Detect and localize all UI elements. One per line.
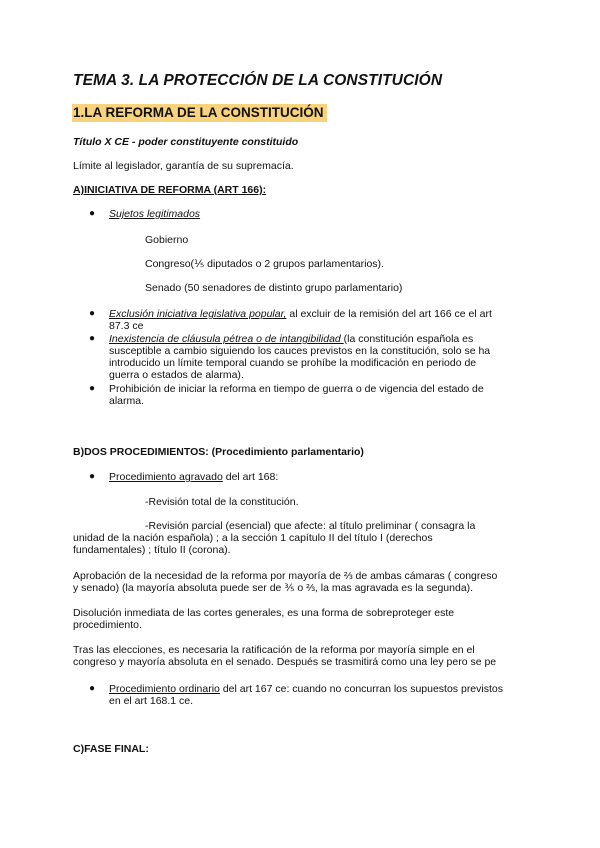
prohibicion-line2: alarma. (109, 395, 145, 407)
bullet-icon: ● (89, 308, 96, 319)
ordinario-lead: Procedimiento ordinario (109, 683, 220, 695)
inexistencia-rest: (la constitución española es (343, 333, 474, 345)
list-item-inexistencia (109, 333, 569, 346)
list-item-exclusion (109, 308, 569, 321)
ordinario-line2: en el art 168.1 ce. (109, 695, 194, 707)
paragraph-elecciones-line1: Tras las elecciones, es necesaria la ratificación de la reforma por mayoría simple en el (73, 644, 475, 656)
list-item-ordinario (109, 683, 569, 696)
sub-item-senado: Senado (50 senadores de distinto grupo parlamentario) (145, 282, 403, 294)
paragraph-elecciones-line2: congreso y mayoría absoluta en el senado. Después se trasmitirá como una ley pero se pe (73, 656, 497, 668)
inexistencia-lead: Inexistencia de cláusula pétrea o de intangibilidad (109, 333, 344, 345)
ordinario-rest: del art 167 ce: cuando no concurran los supuestos previstos (219, 683, 503, 695)
paragraph-disolucion-line1: Disolución inmediata de las cortes generales, es una forma de sobreproteger este (73, 607, 455, 619)
exclusion-lead: Exclusión iniciativa legislativa popular, (109, 308, 287, 320)
revision-parcial-line3: fundamentales) ; título II (corona). (73, 544, 231, 556)
bullet-icon: ● (89, 333, 96, 344)
paragraph-aprobacion-line2: y senado) (la mayoría absoluta puede ser de ⅗ o ⅔, la mas agravada es la segunda). (73, 582, 474, 594)
revision-parcial-line2: unidad de la nación española) ; a la sección 1 capítulo II del título I (derechos (73, 532, 433, 544)
part-b-heading: B)DOS PROCEDIMIENTOS: (Procedimiento parlamentario) (73, 446, 364, 458)
sub-item-gobierno: Gobierno (145, 234, 189, 246)
list-item-prohibicion: Prohibición de iniciar la reforma en tiempo de guerra o de vigencia del estado de (109, 383, 484, 395)
list-item-agravado (109, 471, 278, 484)
bullet-icon: ● (89, 683, 96, 694)
inexistencia-line4: guerra o estados de alarma). (109, 369, 244, 381)
intro-paragraph: Límite al legislador, garantía de su supremacía. (73, 160, 294, 172)
list-item-sujetos: Sujetos legitimados (109, 208, 201, 220)
paragraph-aprobacion-line1: Aprobación de la necesidad de la reforma por mayoría de ⅔ de ambas cámaras ( congreso (73, 570, 498, 582)
agravado-rest: del art 168: (222, 471, 279, 483)
page-title: TEMA 3. LA PROTECCIÓN DE LA CONSTITUCIÓN (73, 72, 443, 89)
bullet-icon: ● (89, 383, 96, 394)
paragraph-disolucion-line2: procedimiento. (73, 619, 142, 631)
revision-parcial-line1: -Revisión parcial (esencial) que afecte: al título preliminar ( consagra la (145, 520, 476, 532)
agravado-lead: Procedimiento agravado (109, 471, 223, 483)
revision-total: -Revisión total de la constitución. (145, 496, 299, 508)
inexistencia-line3: introducido un límite temporal cuando se prohíbe la modificación en periodo de (109, 357, 477, 369)
bullet-icon: ● (89, 208, 96, 219)
section-heading-highlighted: 1.LA REFORMA DE LA CONSTITUCIÓN (72, 104, 327, 122)
part-a-heading: A)INICIATIVA DE REFORMA (ART 166): (73, 184, 267, 196)
bullet-icon: ● (89, 471, 96, 482)
list-item-exclusion-line2: 87.3 ce (109, 320, 144, 332)
sub-item-congreso: Congreso(⅕ diputados o 2 grupos parlamentarios). (145, 258, 384, 270)
part-c-heading: C)FASE FINAL: (73, 743, 149, 755)
inexistencia-line2: susceptible a cambio siguiendo los cauces previstos en la constitución, solo se ha (109, 345, 491, 357)
exclusion-rest: al excluir de la remisión del art 166 ce el art (286, 308, 492, 320)
subtitle: Título X CE - poder constituyente constituido (73, 136, 299, 148)
